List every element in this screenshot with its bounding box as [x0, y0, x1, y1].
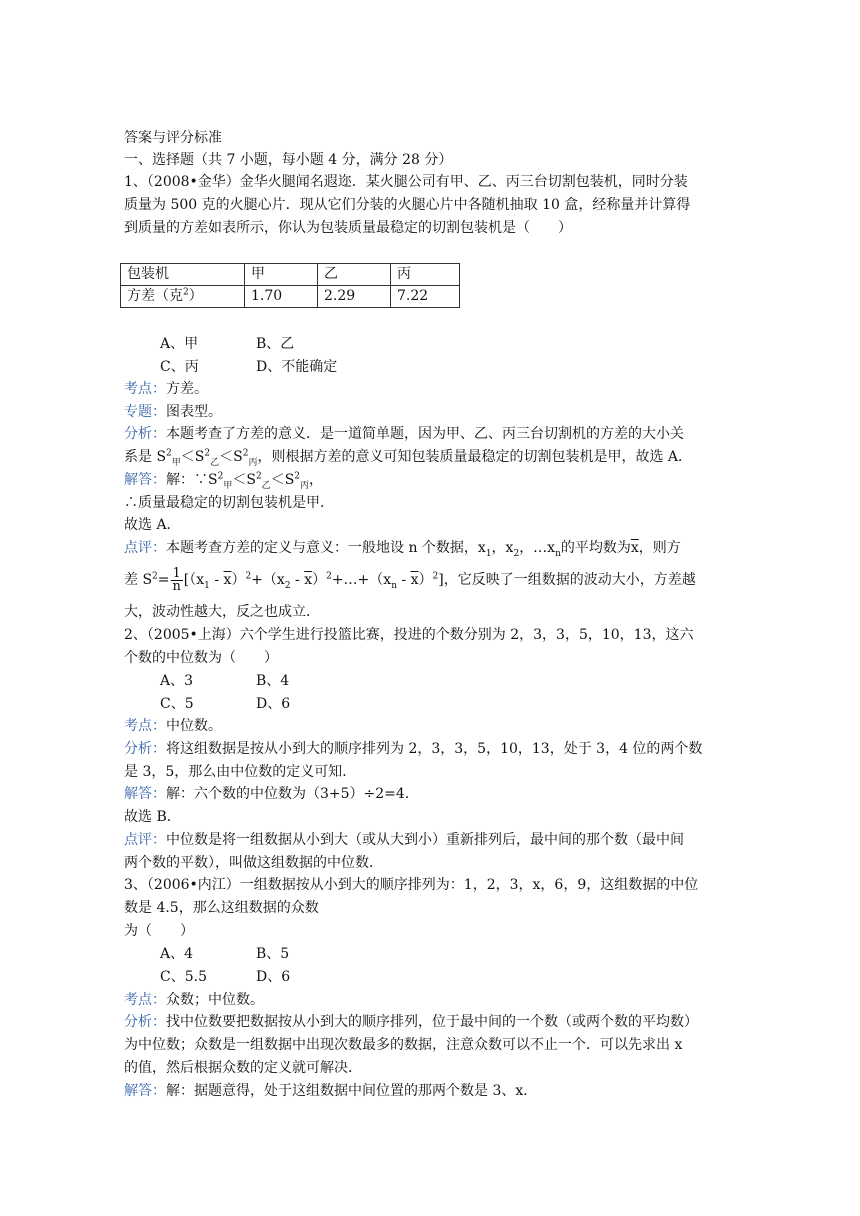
- q3-option-d: D、6: [256, 969, 291, 985]
- q3-stem-line1: 3、（2006•内江）一组数据按从小到大的顺序排列为：1，2，3，x，6，9，这组数据的中位: [124, 877, 699, 893]
- q3-stem-line3: 为（ ）: [124, 923, 194, 939]
- q3-jieda-line1: 解答：解：据题意得，处于这组数据中间位置的那两个数是 3、x．: [124, 1083, 538, 1099]
- q2-kaodian: 考点：中位数。: [124, 718, 222, 734]
- q2-option-b: B、4: [256, 673, 290, 689]
- table-cell: 7.22: [391, 286, 460, 308]
- table-header-cell: 乙: [318, 264, 391, 286]
- q2-fenxi-line1: 分析：将这组数据是按从小到大的顺序排列为 2，3，3，5，10，13，处于 3，4 位的两个数: [124, 741, 703, 757]
- table-header-cell: 丙: [391, 264, 460, 286]
- table-row-label: 方差（克$^2$）: [121, 286, 245, 308]
- q2-jieda-line2: 故选 B．: [124, 809, 181, 825]
- q3-kaodian: 考点：众数；中位数。: [124, 992, 264, 1008]
- q1-jieda-line3: 故选 A．: [124, 517, 181, 533]
- table-cell: 1.70: [245, 286, 318, 308]
- q3-fenxi-line3: 的值，然后根据众数的定义就可解决．: [124, 1060, 362, 1076]
- q1-fenxi-line1: 分析：本题考查了方差的意义．是一道简单题，因为甲、乙、丙三台切割机的方差的大小关: [124, 426, 684, 442]
- table-header-cell: 甲: [245, 264, 318, 286]
- q1-dianping-line3: 大，波动性越大，反之也成立．: [124, 604, 320, 620]
- doc-title: 答案与评分标准: [124, 130, 222, 146]
- q2-option-a: A、3: [160, 673, 194, 689]
- q3-options-row1: [160, 943, 800, 965]
- q2-option-d: D、6: [256, 696, 291, 712]
- table-cell: 2.29: [318, 286, 391, 308]
- q2-options-row1: [160, 670, 800, 692]
- q1-dianping-line2: 差 $S^2=$ $\frac{1}{n}$ [$(x_1 - \overline{x})^2+(x_2$ - $\overline{x})^2+\dots+(x_n - \overline{x})^2$]，它反映了一组数据的波动大小，方差越: [124, 565, 696, 594]
- q2-fenxi-line2: 是 3，5，那么由中位数的定义可知．: [124, 764, 357, 780]
- q1-option-a: A、甲: [160, 336, 199, 352]
- table-header-cell: 包装机: [121, 264, 245, 286]
- section-heading: 一、选择题（共 7 小题，每小题 4 分，满分 28 分）: [124, 152, 453, 168]
- q3-options-row2: [160, 966, 800, 988]
- q1-option-d: D、不能确定: [256, 359, 338, 375]
- q2-dianping-line1: 点评：中位数是将一组数据从小到大（或从大到小）重新排列后，最中间的那个数（最中间: [124, 832, 684, 848]
- q1-fenxi-line2: 系是 $S^2_甲<S^2_乙<S^2_丙$，则根据方差的意义可知包装质量最稳定的切割包装机是甲，故选 A．: [124, 448, 693, 468]
- q1-zhuanti: 专题：图表型。: [124, 404, 222, 420]
- fraction-1-over-n: $\frac{1}{n}$: [172, 565, 181, 594]
- q2-jieda-line1: 解答：解：六个数的中位数为（3+5）÷2=4．: [124, 786, 419, 802]
- q2-dianping-line2: 两个数的平数），叫做这组数据的中位数．: [124, 855, 383, 871]
- table-header-row: [121, 264, 460, 286]
- q1-option-c: C、丙: [160, 359, 199, 375]
- q1-dianping-line1: 点评：本题考查方差的定义与意义：一般地设 n 个数据，$x_1$，$x_2$，$\dots x_n$的平均数为$\overline{x}$，则方: [124, 540, 681, 559]
- q1-options-row2: [160, 356, 800, 378]
- q3-fenxi-line2: 为中位数；众数是一组数据中出现次数最多的数据，注意众数可以不止一个．可以先求出 x: [124, 1037, 683, 1053]
- variance-table: [120, 263, 460, 308]
- q1-option-b: B、乙: [256, 336, 295, 352]
- q2-option-c: C、5: [160, 696, 194, 712]
- q3-option-c: C、5.5: [160, 969, 207, 985]
- q3-fenxi-line1: 分析：找中位数要把数据按从小到大的顺序排列，位于最中间的一个数（或两个数的平均数）: [124, 1014, 698, 1030]
- table-row: [121, 286, 460, 308]
- q1-jieda-line1: 解答：解：$\because S^2_甲<S^2_乙<S^2_丙$，: [124, 471, 324, 491]
- q3-option-a: A、4: [160, 946, 194, 962]
- q2-stem-line2: 个数的中位数为（ ）: [124, 650, 278, 666]
- q2-stem-line1: 2、（2005•上海）六个学生进行投篮比赛，投进的个数分别为 2，3，3，5，10，13，这六: [124, 627, 694, 643]
- q1-options-row1: [160, 333, 800, 355]
- q2-options-row2: [160, 693, 800, 715]
- q1-jieda-line2: ∴质量最稳定的切割包装机是甲．: [124, 495, 334, 511]
- q1-stem-line2: 质量为 500 克的火腿心片．现从它们分装的火腿心片中各随机抽取 10 盒，经称量并计算得: [124, 197, 691, 213]
- q3-stem-line2: 数是 4.5，那么这组数据的众数: [124, 900, 319, 916]
- q1-stem-line1: 1、（2008•金华）金华火腿闻名遐迩．某火腿公司有甲、乙、丙三台切割包装机，同时分装: [124, 174, 688, 190]
- q3-option-b: B、5: [256, 946, 290, 962]
- q1-stem-line3: 到质量的方差如表所示，你认为包装质量最稳定的切割包装机是（ ）: [124, 220, 572, 236]
- q1-kaodian: 考点：方差。: [124, 381, 208, 397]
